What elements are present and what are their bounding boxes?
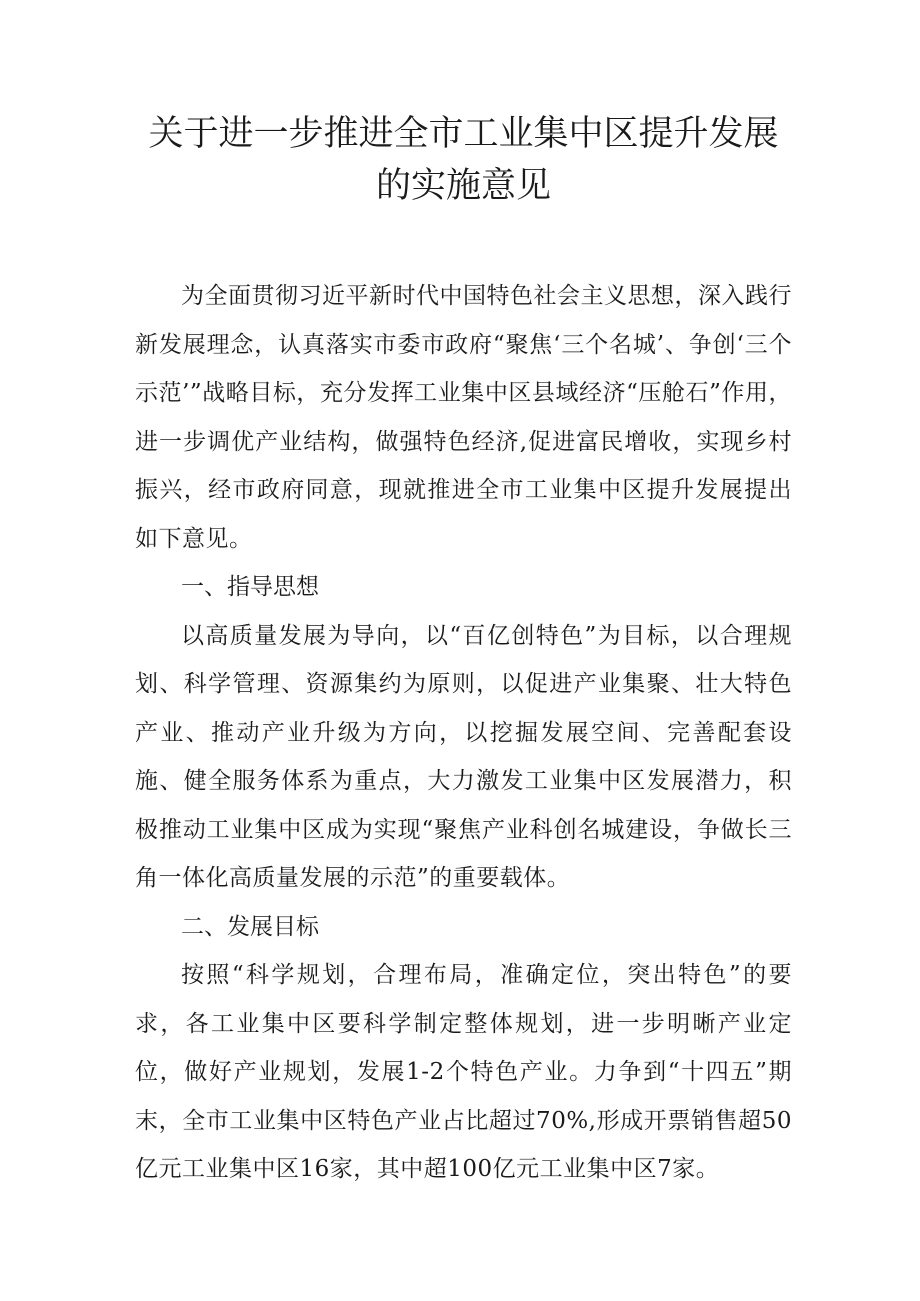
guiding-thought-paragraph: 以高质量发展为导向，以“百亿创特色”为目标，以合理规划、科学管理、资源集约为原则，以促进产业集聚、壮大特色产业、推动产业升级为方向，以挖掘发展空间、完善配套设施、健全服务体系为重点，大力激发工业集中区发展潜力，积极推动工业集中区成为实现“聚焦产业科创名城建设，争做长三角一体化高质量发展的示范”的重要载体。 (135, 622, 792, 891)
intro-paragraph: 为全面贯彻习近平新时代中国特色社会主义思想，深入践行新发展理念，认真落实市委市政府“聚焦‘三个名城’、争创‘三个示范’”战略目标，充分发挥工业集中区县域经济“压舱石”作用，进一步调优产业结构，做强特色经济,促进富民增收，实现乡村振兴，经市政府同意，现就推进全市工业集中区提升发展提出如下意见。 (135, 283, 792, 552)
section-heading-guiding-thought: 一、指导思想 (181, 574, 319, 600)
document-body (135, 272, 792, 1194)
title-line-2: 的实施意见 (375, 166, 551, 206)
development-goals-paragraph: 按照“科学规划，合理布局，准确定位，突出特色”的要求，各工业集中区要科学制定整体规划，进一步明晰产业定位，做好产业规划，发展1-2个特色产业。力争到“十四五”期末，全市工业集中区特色产业占比超过70%,形成开票销售超50亿元工业集中区16家，其中超100亿元工业集中区7家。 (135, 962, 792, 1182)
title-line-1: 关于进一步推进全市工业集中区提升发展 (148, 114, 779, 154)
document-title (135, 108, 792, 212)
section-heading-development-goals: 二、发展目标 (181, 913, 319, 940)
